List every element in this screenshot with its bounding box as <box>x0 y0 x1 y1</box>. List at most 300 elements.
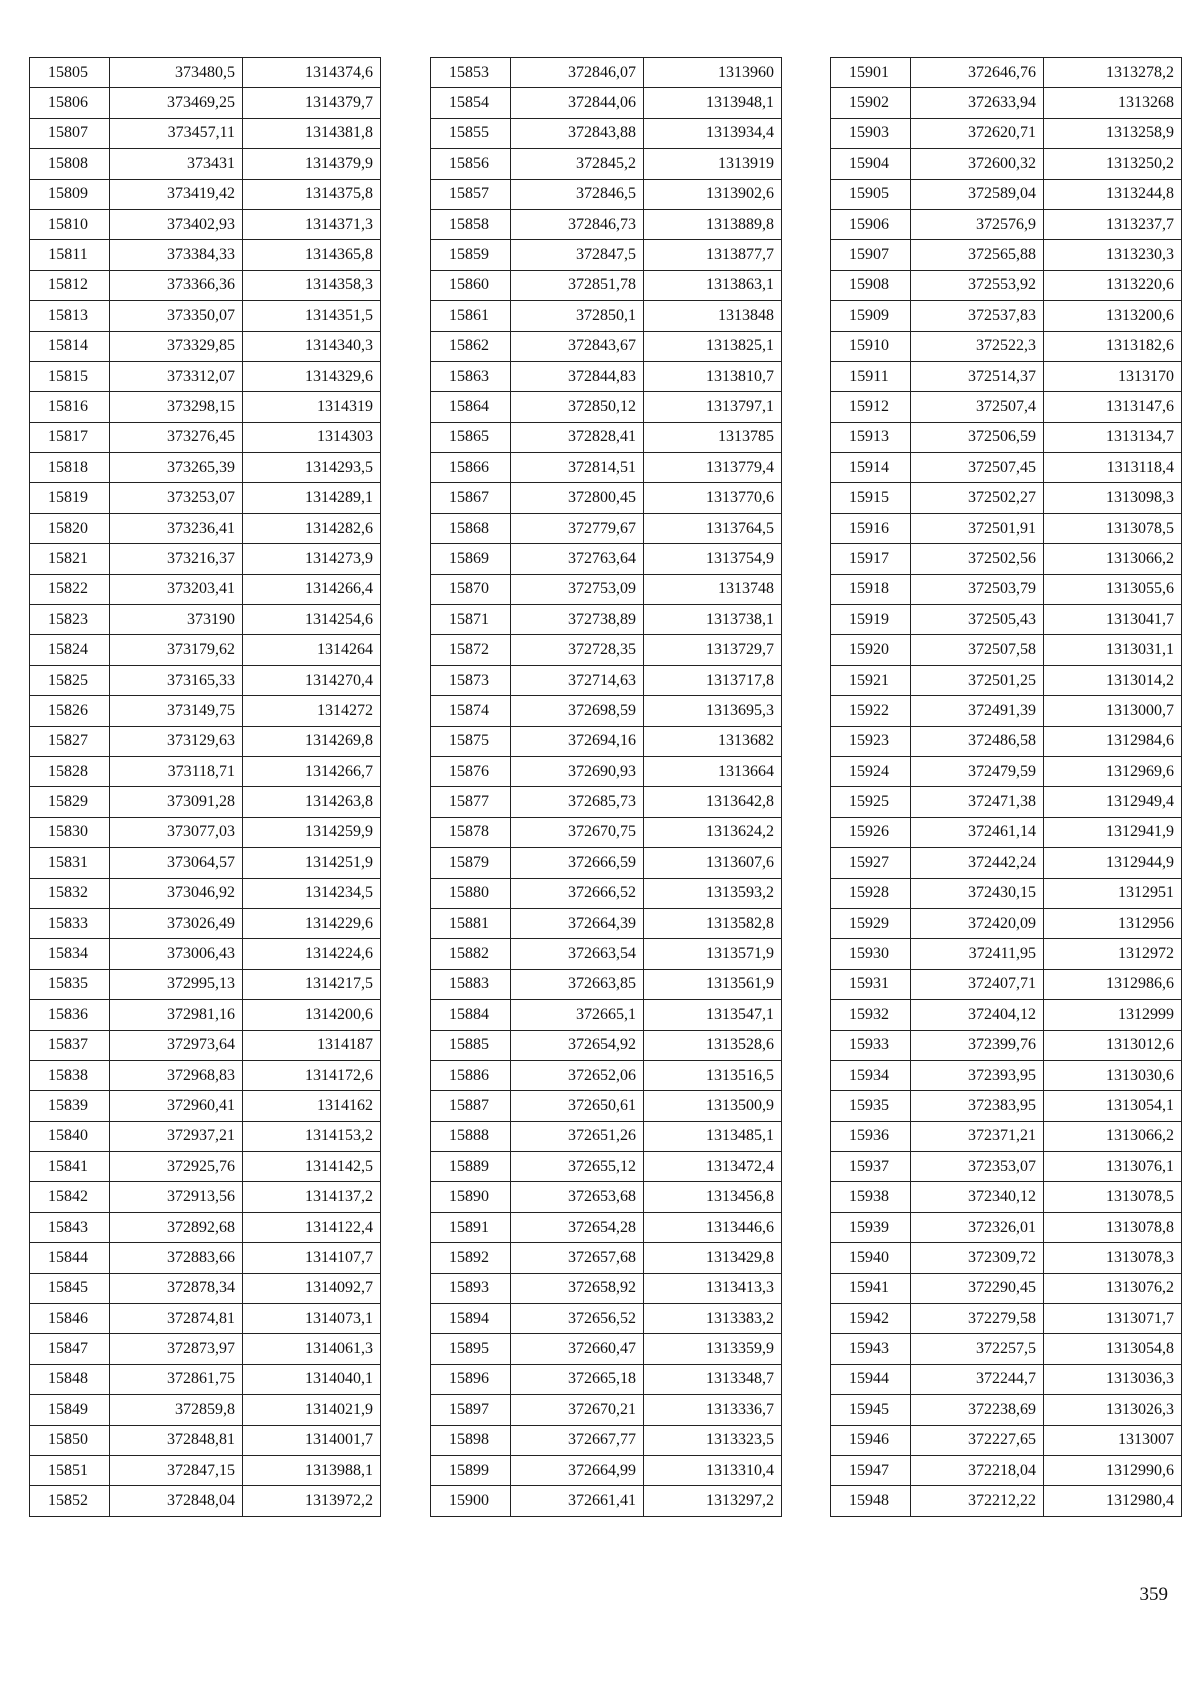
x-coordinate-cell: 373165,33 <box>110 665 243 695</box>
table-row <box>831 1425 1182 1455</box>
point-number-cell: 15872 <box>431 635 511 665</box>
y-coordinate-cell: 1313948,1 <box>644 88 782 118</box>
point-number-cell: 15835 <box>30 969 110 999</box>
point-number-cell: 15844 <box>30 1243 110 1273</box>
x-coordinate-cell: 372393,95 <box>911 1060 1044 1090</box>
table-row <box>30 817 381 847</box>
x-coordinate-cell: 372800,45 <box>511 483 644 513</box>
x-coordinate-cell: 372851,78 <box>511 270 644 300</box>
y-coordinate-cell: 1313031,1 <box>1044 635 1182 665</box>
table-row <box>831 1486 1182 1516</box>
table-row <box>831 605 1182 635</box>
point-number-cell: 15912 <box>831 392 911 422</box>
x-coordinate-cell: 372828,41 <box>511 422 644 452</box>
y-coordinate-cell: 1313297,2 <box>644 1486 782 1516</box>
table-row <box>831 574 1182 604</box>
table-row <box>30 574 381 604</box>
y-coordinate-cell: 1313041,7 <box>1044 605 1182 635</box>
x-coordinate-cell: 373077,03 <box>110 817 243 847</box>
x-coordinate-cell: 372960,41 <box>110 1091 243 1121</box>
table-row <box>30 1334 381 1364</box>
x-coordinate-cell: 372620,71 <box>911 118 1044 148</box>
table-row <box>431 908 782 938</box>
table-row <box>30 1091 381 1121</box>
x-coordinate-cell: 372353,07 <box>911 1152 1044 1182</box>
point-number-cell: 15935 <box>831 1091 911 1121</box>
x-coordinate-cell: 372507,45 <box>911 453 1044 483</box>
point-number-cell: 15928 <box>831 878 911 908</box>
x-coordinate-cell: 372522,3 <box>911 331 1044 361</box>
point-number-cell: 15925 <box>831 787 911 817</box>
y-coordinate-cell: 1313919 <box>644 149 782 179</box>
y-coordinate-cell: 1312951 <box>1044 878 1182 908</box>
y-coordinate-cell: 1313383,2 <box>644 1304 782 1334</box>
x-coordinate-cell: 373118,71 <box>110 756 243 786</box>
y-coordinate-cell: 1314001,7 <box>243 1425 381 1455</box>
y-coordinate-cell: 1312941,9 <box>1044 817 1182 847</box>
x-coordinate-cell: 372257,5 <box>911 1334 1044 1364</box>
point-number-cell: 15938 <box>831 1182 911 1212</box>
table-row <box>431 361 782 391</box>
x-coordinate-cell: 372664,99 <box>511 1455 644 1485</box>
table-row <box>30 1304 381 1334</box>
point-number-cell: 15883 <box>431 969 511 999</box>
y-coordinate-cell: 1312984,6 <box>1044 726 1182 756</box>
y-coordinate-cell: 1313797,1 <box>644 392 782 422</box>
y-coordinate-cell: 1313785 <box>644 422 782 452</box>
table-row <box>431 88 782 118</box>
y-coordinate-cell: 1313682 <box>644 726 782 756</box>
y-coordinate-cell: 1313607,6 <box>644 848 782 878</box>
point-number-cell: 15881 <box>431 908 511 938</box>
y-coordinate-cell: 1313182,6 <box>1044 331 1182 361</box>
y-coordinate-cell: 1314340,3 <box>243 331 381 361</box>
x-coordinate-cell: 372244,7 <box>911 1364 1044 1394</box>
table-row <box>30 118 381 148</box>
point-number-cell: 15837 <box>30 1030 110 1060</box>
point-number-cell: 15847 <box>30 1334 110 1364</box>
table-row <box>431 301 782 331</box>
point-number-cell: 15849 <box>30 1395 110 1425</box>
x-coordinate-cell: 373366,36 <box>110 270 243 300</box>
point-number-cell: 15857 <box>431 179 511 209</box>
y-coordinate-cell: 1313748 <box>644 574 782 604</box>
point-number-cell: 15879 <box>431 848 511 878</box>
table-row <box>30 1030 381 1060</box>
point-number-cell: 15858 <box>431 209 511 239</box>
x-coordinate-cell: 372491,39 <box>911 696 1044 726</box>
point-number-cell: 15871 <box>431 605 511 635</box>
x-coordinate-cell: 372694,16 <box>511 726 644 756</box>
x-coordinate-cell: 372326,01 <box>911 1212 1044 1242</box>
table-row <box>30 361 381 391</box>
point-number-cell: 15833 <box>30 908 110 938</box>
point-number-cell: 15830 <box>30 817 110 847</box>
table-row <box>831 453 1182 483</box>
point-number-cell: 15829 <box>30 787 110 817</box>
x-coordinate-cell: 372506,59 <box>911 422 1044 452</box>
x-coordinate-cell: 372847,5 <box>511 240 644 270</box>
table-row <box>831 149 1182 179</box>
x-coordinate-cell: 372486,58 <box>911 726 1044 756</box>
y-coordinate-cell: 1314224,6 <box>243 939 381 969</box>
point-number-cell: 15860 <box>431 270 511 300</box>
x-coordinate-cell: 372844,06 <box>511 88 644 118</box>
table-row <box>431 1000 782 1030</box>
point-number-cell: 15809 <box>30 179 110 209</box>
point-number-cell: 15828 <box>30 756 110 786</box>
x-coordinate-cell: 372883,66 <box>110 1243 243 1273</box>
point-number-cell: 15869 <box>431 544 511 574</box>
y-coordinate-cell: 1314264 <box>243 635 381 665</box>
table-row <box>831 240 1182 270</box>
x-coordinate-cell: 372814,51 <box>511 453 644 483</box>
x-coordinate-cell: 372650,61 <box>511 1091 644 1121</box>
y-coordinate-cell: 1313054,8 <box>1044 1334 1182 1364</box>
x-coordinate-cell: 372663,54 <box>511 939 644 969</box>
x-coordinate-cell: 372657,68 <box>511 1243 644 1273</box>
y-coordinate-cell: 1313561,9 <box>644 969 782 999</box>
table-row <box>431 1334 782 1364</box>
x-coordinate-cell: 372383,95 <box>911 1091 1044 1121</box>
x-coordinate-cell: 372690,93 <box>511 756 644 786</box>
table-row <box>431 1030 782 1060</box>
table-row <box>30 1152 381 1182</box>
y-coordinate-cell: 1312980,4 <box>1044 1486 1182 1516</box>
table-row <box>431 1152 782 1182</box>
y-coordinate-cell: 1314021,9 <box>243 1395 381 1425</box>
y-coordinate-cell: 1313230,3 <box>1044 240 1182 270</box>
y-coordinate-cell: 1313348,7 <box>644 1364 782 1394</box>
point-number-cell: 15874 <box>431 696 511 726</box>
table-row <box>30 453 381 483</box>
y-coordinate-cell: 1313429,8 <box>644 1243 782 1273</box>
point-number-cell: 15810 <box>30 209 110 239</box>
point-number-cell: 15891 <box>431 1212 511 1242</box>
x-coordinate-cell: 372461,14 <box>911 817 1044 847</box>
y-coordinate-cell: 1313754,9 <box>644 544 782 574</box>
x-coordinate-cell: 372399,76 <box>911 1030 1044 1060</box>
y-coordinate-cell: 1313456,8 <box>644 1182 782 1212</box>
x-coordinate-cell: 372663,85 <box>511 969 644 999</box>
y-coordinate-cell: 1314040,1 <box>243 1364 381 1394</box>
y-coordinate-cell: 1314137,2 <box>243 1182 381 1212</box>
table-row <box>431 58 782 88</box>
table-row <box>30 605 381 635</box>
y-coordinate-cell: 1314269,8 <box>243 726 381 756</box>
point-number-cell: 15911 <box>831 361 911 391</box>
table-row <box>30 483 381 513</box>
point-number-cell: 15924 <box>831 756 911 786</box>
y-coordinate-cell: 1314272 <box>243 696 381 726</box>
x-coordinate-cell: 372698,59 <box>511 696 644 726</box>
table-row <box>30 422 381 452</box>
point-number-cell: 15909 <box>831 301 911 331</box>
table-row <box>831 1121 1182 1151</box>
y-coordinate-cell: 1313118,4 <box>1044 453 1182 483</box>
x-coordinate-cell: 372600,32 <box>911 149 1044 179</box>
x-coordinate-cell: 372655,12 <box>511 1152 644 1182</box>
table-row <box>30 939 381 969</box>
x-coordinate-cell: 373419,42 <box>110 179 243 209</box>
y-coordinate-cell: 1313030,6 <box>1044 1060 1182 1090</box>
table-row <box>431 696 782 726</box>
y-coordinate-cell: 1313810,7 <box>644 361 782 391</box>
table-row <box>30 1486 381 1516</box>
x-coordinate-cell: 372653,68 <box>511 1182 644 1212</box>
point-number-cell: 15889 <box>431 1152 511 1182</box>
x-coordinate-cell: 372503,79 <box>911 574 1044 604</box>
x-coordinate-cell: 372859,8 <box>110 1395 243 1425</box>
x-coordinate-cell: 372925,76 <box>110 1152 243 1182</box>
table-row <box>431 453 782 483</box>
x-coordinate-cell: 372420,09 <box>911 908 1044 938</box>
point-number-cell: 15855 <box>431 118 511 148</box>
y-coordinate-cell: 1313593,2 <box>644 878 782 908</box>
table-row <box>831 817 1182 847</box>
point-number-cell: 15934 <box>831 1060 911 1090</box>
x-coordinate-cell: 372728,35 <box>511 635 644 665</box>
point-number-cell: 15948 <box>831 1486 911 1516</box>
table-row <box>30 240 381 270</box>
x-coordinate-cell: 372995,13 <box>110 969 243 999</box>
point-number-cell: 15896 <box>431 1364 511 1394</box>
x-coordinate-cell: 373402,93 <box>110 209 243 239</box>
point-number-cell: 15930 <box>831 939 911 969</box>
point-number-cell: 15885 <box>431 1030 511 1060</box>
table-row <box>30 1425 381 1455</box>
y-coordinate-cell: 1313642,8 <box>644 787 782 817</box>
y-coordinate-cell: 1313877,7 <box>644 240 782 270</box>
point-number-cell: 15888 <box>431 1121 511 1151</box>
x-coordinate-cell: 372843,88 <box>511 118 644 148</box>
point-number-cell: 15899 <box>431 1455 511 1485</box>
y-coordinate-cell: 1313244,8 <box>1044 179 1182 209</box>
y-coordinate-cell: 1313026,3 <box>1044 1395 1182 1425</box>
x-coordinate-cell: 372667,77 <box>511 1425 644 1455</box>
point-number-cell: 15831 <box>30 848 110 878</box>
point-number-cell: 15873 <box>431 665 511 695</box>
y-coordinate-cell: 1312972 <box>1044 939 1182 969</box>
x-coordinate-cell: 372501,25 <box>911 665 1044 695</box>
x-coordinate-cell: 372654,92 <box>511 1030 644 1060</box>
x-coordinate-cell: 372502,56 <box>911 544 1044 574</box>
table-row <box>431 179 782 209</box>
table-row <box>831 513 1182 543</box>
table-row <box>30 1364 381 1394</box>
x-coordinate-cell: 372442,24 <box>911 848 1044 878</box>
point-number-cell: 15897 <box>431 1395 511 1425</box>
x-coordinate-cell: 372340,12 <box>911 1182 1044 1212</box>
y-coordinate-cell: 1313848 <box>644 301 782 331</box>
table-row <box>831 756 1182 786</box>
y-coordinate-cell: 1312999 <box>1044 1000 1182 1030</box>
x-coordinate-cell: 372670,75 <box>511 817 644 847</box>
x-coordinate-cell: 372937,21 <box>110 1121 243 1151</box>
x-coordinate-cell: 372404,12 <box>911 1000 1044 1030</box>
x-coordinate-cell: 373006,43 <box>110 939 243 969</box>
point-number-cell: 15846 <box>30 1304 110 1334</box>
x-coordinate-cell: 372411,95 <box>911 939 1044 969</box>
y-coordinate-cell: 1313413,3 <box>644 1273 782 1303</box>
table-row <box>831 696 1182 726</box>
y-coordinate-cell: 1314061,3 <box>243 1334 381 1364</box>
table-row <box>831 1455 1182 1485</box>
point-number-cell: 15866 <box>431 453 511 483</box>
point-number-cell: 15908 <box>831 270 911 300</box>
y-coordinate-cell: 1313007 <box>1044 1425 1182 1455</box>
table-row <box>431 939 782 969</box>
point-number-cell: 15943 <box>831 1334 911 1364</box>
table-row <box>831 1060 1182 1090</box>
x-coordinate-cell: 372981,16 <box>110 1000 243 1030</box>
x-coordinate-cell: 373298,15 <box>110 392 243 422</box>
y-coordinate-cell: 1314187 <box>243 1030 381 1060</box>
y-coordinate-cell: 1314273,9 <box>243 544 381 574</box>
table-row <box>30 1182 381 1212</box>
y-coordinate-cell: 1313779,4 <box>644 453 782 483</box>
x-coordinate-cell: 373253,07 <box>110 483 243 513</box>
table-row <box>30 513 381 543</box>
point-number-cell: 15812 <box>30 270 110 300</box>
point-number-cell: 15922 <box>831 696 911 726</box>
table-row <box>30 88 381 118</box>
x-coordinate-cell: 372658,92 <box>511 1273 644 1303</box>
point-number-cell: 15868 <box>431 513 511 543</box>
table-row <box>30 787 381 817</box>
point-number-cell: 15845 <box>30 1273 110 1303</box>
point-number-cell: 15940 <box>831 1243 911 1273</box>
point-number-cell: 15841 <box>30 1152 110 1182</box>
x-coordinate-cell: 372651,26 <box>511 1121 644 1151</box>
y-coordinate-cell: 1313323,5 <box>644 1425 782 1455</box>
table-row <box>30 179 381 209</box>
x-coordinate-cell: 372407,71 <box>911 969 1044 999</box>
table-row <box>431 574 782 604</box>
x-coordinate-cell: 373431 <box>110 149 243 179</box>
table-row <box>831 1091 1182 1121</box>
y-coordinate-cell: 1313446,6 <box>644 1212 782 1242</box>
table-row <box>831 1182 1182 1212</box>
table-row <box>831 1000 1182 1030</box>
y-coordinate-cell: 1314142,5 <box>243 1152 381 1182</box>
x-coordinate-cell: 372873,97 <box>110 1334 243 1364</box>
table-row <box>30 665 381 695</box>
x-coordinate-cell: 372846,5 <box>511 179 644 209</box>
table-row <box>831 1395 1182 1425</box>
y-coordinate-cell: 1313770,6 <box>644 483 782 513</box>
table-row <box>831 88 1182 118</box>
table-row <box>831 939 1182 969</box>
x-coordinate-cell: 372218,04 <box>911 1455 1044 1485</box>
table-row <box>831 878 1182 908</box>
point-number-cell: 15856 <box>431 149 511 179</box>
x-coordinate-cell: 372479,59 <box>911 756 1044 786</box>
table-row <box>431 1060 782 1090</box>
x-coordinate-cell: 372861,75 <box>110 1364 243 1394</box>
x-coordinate-cell: 372660,47 <box>511 1334 644 1364</box>
table-row <box>831 969 1182 999</box>
point-number-cell: 15886 <box>431 1060 511 1090</box>
table-row <box>431 635 782 665</box>
x-coordinate-cell: 372843,67 <box>511 331 644 361</box>
x-coordinate-cell: 373203,41 <box>110 574 243 604</box>
table-row <box>431 544 782 574</box>
x-coordinate-cell: 373350,07 <box>110 301 243 331</box>
x-coordinate-cell: 372666,52 <box>511 878 644 908</box>
point-number-cell: 15827 <box>30 726 110 756</box>
y-coordinate-cell: 1313098,3 <box>1044 483 1182 513</box>
y-coordinate-cell: 1314229,6 <box>243 908 381 938</box>
y-coordinate-cell: 1314217,5 <box>243 969 381 999</box>
x-coordinate-cell: 372892,68 <box>110 1212 243 1242</box>
table-row <box>831 848 1182 878</box>
x-coordinate-cell: 372670,21 <box>511 1395 644 1425</box>
point-number-cell: 15806 <box>30 88 110 118</box>
y-coordinate-cell: 1313717,8 <box>644 665 782 695</box>
point-number-cell: 15895 <box>431 1334 511 1364</box>
y-coordinate-cell: 1313695,3 <box>644 696 782 726</box>
y-coordinate-cell: 1314293,5 <box>243 453 381 483</box>
y-coordinate-cell: 1313988,1 <box>243 1455 381 1485</box>
point-number-cell: 15942 <box>831 1304 911 1334</box>
table-row <box>431 1364 782 1394</box>
y-coordinate-cell: 1313147,6 <box>1044 392 1182 422</box>
x-coordinate-cell: 372913,56 <box>110 1182 243 1212</box>
y-coordinate-cell: 1313268 <box>1044 88 1182 118</box>
x-coordinate-cell: 372848,04 <box>110 1486 243 1516</box>
table-row <box>831 361 1182 391</box>
x-coordinate-cell: 372874,81 <box>110 1304 243 1334</box>
x-coordinate-cell: 372656,52 <box>511 1304 644 1334</box>
table-row <box>831 331 1182 361</box>
table-row <box>30 726 381 756</box>
point-number-cell: 15941 <box>831 1273 911 1303</box>
y-coordinate-cell: 1312949,4 <box>1044 787 1182 817</box>
y-coordinate-cell: 1314329,6 <box>243 361 381 391</box>
x-coordinate-cell: 372973,64 <box>110 1030 243 1060</box>
point-number-cell: 15914 <box>831 453 911 483</box>
point-number-cell: 15823 <box>30 605 110 635</box>
y-coordinate-cell: 1314172,6 <box>243 1060 381 1090</box>
table-row <box>431 392 782 422</box>
point-number-cell: 15826 <box>30 696 110 726</box>
table-row <box>30 1395 381 1425</box>
point-number-cell: 15825 <box>30 665 110 695</box>
y-coordinate-cell: 1313863,1 <box>644 270 782 300</box>
point-number-cell: 15932 <box>831 1000 911 1030</box>
table-row <box>831 908 1182 938</box>
y-coordinate-cell: 1313170 <box>1044 361 1182 391</box>
point-number-cell: 15910 <box>831 331 911 361</box>
point-number-cell: 15862 <box>431 331 511 361</box>
y-coordinate-cell: 1313278,2 <box>1044 58 1182 88</box>
y-coordinate-cell: 1313582,8 <box>644 908 782 938</box>
table-row <box>30 392 381 422</box>
table-row <box>831 1334 1182 1364</box>
table-row <box>431 848 782 878</box>
x-coordinate-cell: 372661,41 <box>511 1486 644 1516</box>
y-coordinate-cell: 1313500,9 <box>644 1091 782 1121</box>
point-number-cell: 15921 <box>831 665 911 695</box>
point-number-cell: 15906 <box>831 209 911 239</box>
x-coordinate-cell: 373236,41 <box>110 513 243 543</box>
y-coordinate-cell: 1314374,6 <box>243 58 381 88</box>
y-coordinate-cell: 1313934,4 <box>644 118 782 148</box>
point-number-cell: 15838 <box>30 1060 110 1090</box>
x-coordinate-cell: 372844,83 <box>511 361 644 391</box>
table-row <box>831 1304 1182 1334</box>
